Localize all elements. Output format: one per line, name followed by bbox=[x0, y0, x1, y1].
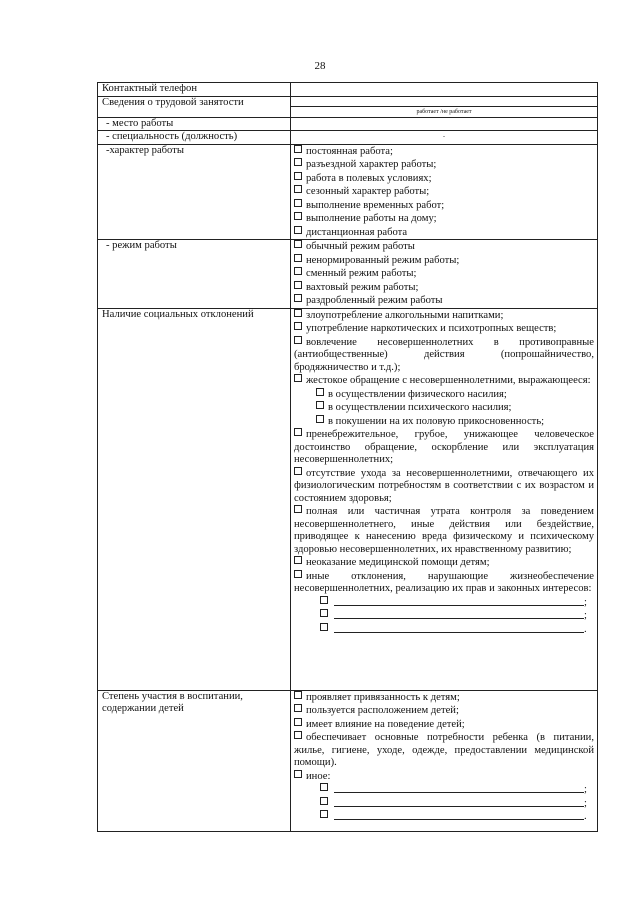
checkbox-icon[interactable] bbox=[294, 505, 302, 513]
sub-option[interactable]: в осуществлении психического насилия; bbox=[294, 401, 594, 415]
option[interactable]: обычный режим работы bbox=[294, 240, 594, 254]
blank-line-option[interactable]: ; bbox=[294, 783, 594, 797]
family-info-form-table bbox=[97, 82, 598, 832]
social-deviations-options bbox=[291, 308, 598, 690]
checkbox-icon[interactable] bbox=[294, 691, 302, 699]
option[interactable]: употребление наркотических и психотропных веществ; bbox=[294, 322, 594, 336]
specialty-label: - специальность (должность) bbox=[98, 131, 291, 145]
option[interactable]: вахтовый режим работы; bbox=[294, 281, 594, 295]
upbringing-options bbox=[291, 690, 598, 831]
checkbox-icon[interactable] bbox=[316, 388, 324, 396]
upbringing-row bbox=[98, 690, 598, 831]
option[interactable]: выполнение работы на дому; bbox=[294, 212, 594, 226]
work-nature-row bbox=[98, 144, 598, 240]
checkbox-icon[interactable] bbox=[294, 570, 302, 578]
option[interactable]: раздробленный режим работы bbox=[294, 294, 594, 308]
employment-caption: работает /не работает bbox=[416, 108, 472, 115]
blank-line[interactable] bbox=[334, 623, 584, 633]
checkbox-icon[interactable] bbox=[316, 415, 324, 423]
option[interactable]: постоянная работа; bbox=[294, 145, 594, 159]
checkbox-icon[interactable] bbox=[320, 623, 328, 631]
checkbox-icon[interactable] bbox=[294, 770, 302, 778]
blank-line[interactable] bbox=[334, 609, 584, 619]
option[interactable]: проявляет привязанность к детям; bbox=[294, 691, 594, 705]
blank-line[interactable] bbox=[334, 783, 584, 793]
option[interactable]: имеет влияние на поведение детей; bbox=[294, 718, 594, 732]
option[interactable]: сменный режим работы; bbox=[294, 267, 594, 281]
sub-option[interactable]: в осуществлении физического насилия; bbox=[294, 388, 594, 402]
workplace-field[interactable] bbox=[291, 117, 598, 131]
option[interactable]: иные отклонения, нарушающие жизнеобеспечение несовершеннолетних, реализацию их прав и законных интересов: bbox=[294, 570, 594, 594]
option[interactable]: жестокое обращение с несовершеннолетними, выражающееся: bbox=[294, 374, 594, 388]
blank-line[interactable] bbox=[334, 797, 584, 807]
checkbox-icon[interactable] bbox=[294, 309, 302, 317]
blank-line[interactable] bbox=[334, 810, 584, 820]
social-deviations-row bbox=[98, 308, 598, 690]
option[interactable]: выполнение временных работ; bbox=[294, 199, 594, 213]
page-number: 28 bbox=[314, 60, 326, 72]
checkbox-icon[interactable] bbox=[294, 322, 302, 330]
checkbox-icon[interactable] bbox=[294, 556, 302, 564]
checkbox-icon[interactable] bbox=[320, 810, 328, 818]
blank-line-option[interactable]: ; bbox=[294, 596, 594, 610]
option[interactable]: разъездной характер работы; bbox=[294, 158, 594, 172]
specialty-mark: . bbox=[443, 130, 445, 139]
checkbox-icon[interactable] bbox=[294, 254, 302, 262]
checkbox-icon[interactable] bbox=[294, 428, 302, 436]
work-mode-label: - режим работы bbox=[98, 240, 291, 309]
blank-line-option[interactable]: . bbox=[294, 623, 594, 637]
social-deviations-label: Наличие социальных отклонений bbox=[98, 308, 291, 690]
sub-option[interactable]: в покушении на их половую прикосновенность; bbox=[294, 415, 594, 429]
employment-row bbox=[98, 96, 598, 117]
blank-line[interactable] bbox=[334, 596, 584, 606]
option[interactable]: иное: bbox=[294, 770, 594, 784]
workplace-row bbox=[98, 117, 598, 131]
option[interactable]: неоказание медицинской помощи детям; bbox=[294, 556, 594, 570]
contact-phone-field[interactable] bbox=[291, 83, 598, 97]
workplace-label: - место работы bbox=[98, 117, 291, 131]
option[interactable]: работа в полевых условиях; bbox=[294, 172, 594, 186]
option[interactable]: сезонный характер работы; bbox=[294, 185, 594, 199]
checkbox-icon[interactable] bbox=[294, 704, 302, 712]
blank-line-option[interactable]: ; bbox=[294, 609, 594, 623]
work-nature-options bbox=[291, 144, 598, 240]
option[interactable]: злоупотребление алкогольными напитками; bbox=[294, 309, 594, 323]
employment-input-line[interactable] bbox=[291, 97, 597, 107]
checkbox-icon[interactable] bbox=[294, 294, 302, 302]
checkbox-icon[interactable] bbox=[294, 467, 302, 475]
checkbox-icon[interactable] bbox=[294, 145, 302, 153]
checkbox-icon[interactable] bbox=[294, 199, 302, 207]
checkbox-icon[interactable] bbox=[294, 718, 302, 726]
option[interactable]: полная или частичная утрата контроля за поведением несовершеннолетнего, иные действия или бездействие, приводящее к нанесению вреда физическому и психическому здоровью несовершеннолетних, их нравственному развитию; bbox=[294, 506, 594, 555]
blank-line-option[interactable]: . bbox=[294, 810, 594, 824]
checkbox-icon[interactable] bbox=[294, 240, 302, 248]
work-nature-label: -характер работы bbox=[98, 144, 291, 240]
checkbox-icon[interactable] bbox=[294, 226, 302, 234]
option[interactable]: пренебрежительное, грубое, унижающее человеческое достоинство обращение, оскорбление или эксплуатация несовершеннолетних; bbox=[294, 429, 594, 465]
checkbox-icon[interactable] bbox=[320, 596, 328, 604]
work-mode-options bbox=[291, 240, 598, 309]
option[interactable]: вовлечение несовершеннолетних в противоправные (антиобщественные) действия (попрошайничество, бродяжничество и т.д.); bbox=[294, 336, 594, 373]
checkbox-icon[interactable] bbox=[294, 731, 302, 739]
employment-label: Сведения о трудовой занятости bbox=[98, 96, 291, 117]
option[interactable]: дистанционная работа bbox=[294, 226, 594, 240]
option[interactable]: отсутствие ухода за несовершеннолетними, отвечающего их физиологическим потребностям в соответствии с их возрастом и состоянием здоровья; bbox=[294, 467, 594, 504]
checkbox-icon[interactable] bbox=[316, 401, 324, 409]
checkbox-icon[interactable] bbox=[320, 783, 328, 791]
specialty-row bbox=[98, 131, 598, 145]
contact-phone-label: Контактный телефон bbox=[98, 83, 291, 97]
checkbox-icon[interactable] bbox=[294, 158, 302, 166]
option[interactable]: пользуется расположением детей; bbox=[294, 704, 594, 718]
checkbox-icon[interactable] bbox=[320, 609, 328, 617]
work-mode-row bbox=[98, 240, 598, 309]
option[interactable]: обеспечивает основные потребности ребенка (в питании, жилье, гигиене, уходе, одежде, предоставлении медицинской помощи). bbox=[294, 732, 594, 768]
specialty-field[interactable] bbox=[291, 131, 598, 145]
blank-line-option[interactable]: ; bbox=[294, 797, 594, 811]
contact-phone-row bbox=[98, 83, 598, 97]
checkbox-icon[interactable] bbox=[294, 336, 302, 344]
option[interactable]: ненормированный режим работы; bbox=[294, 254, 594, 268]
checkbox-icon[interactable] bbox=[294, 267, 302, 275]
upbringing-label: Степень участия в воспитании, содержании детей bbox=[98, 690, 291, 831]
checkbox-icon[interactable] bbox=[294, 281, 302, 289]
checkbox-icon[interactable] bbox=[294, 374, 302, 382]
checkbox-icon[interactable] bbox=[320, 797, 328, 805]
checkbox-icon[interactable] bbox=[294, 185, 302, 193]
employment-field[interactable] bbox=[291, 96, 598, 117]
checkbox-icon[interactable] bbox=[294, 212, 302, 220]
checkbox-icon[interactable] bbox=[294, 172, 302, 180]
